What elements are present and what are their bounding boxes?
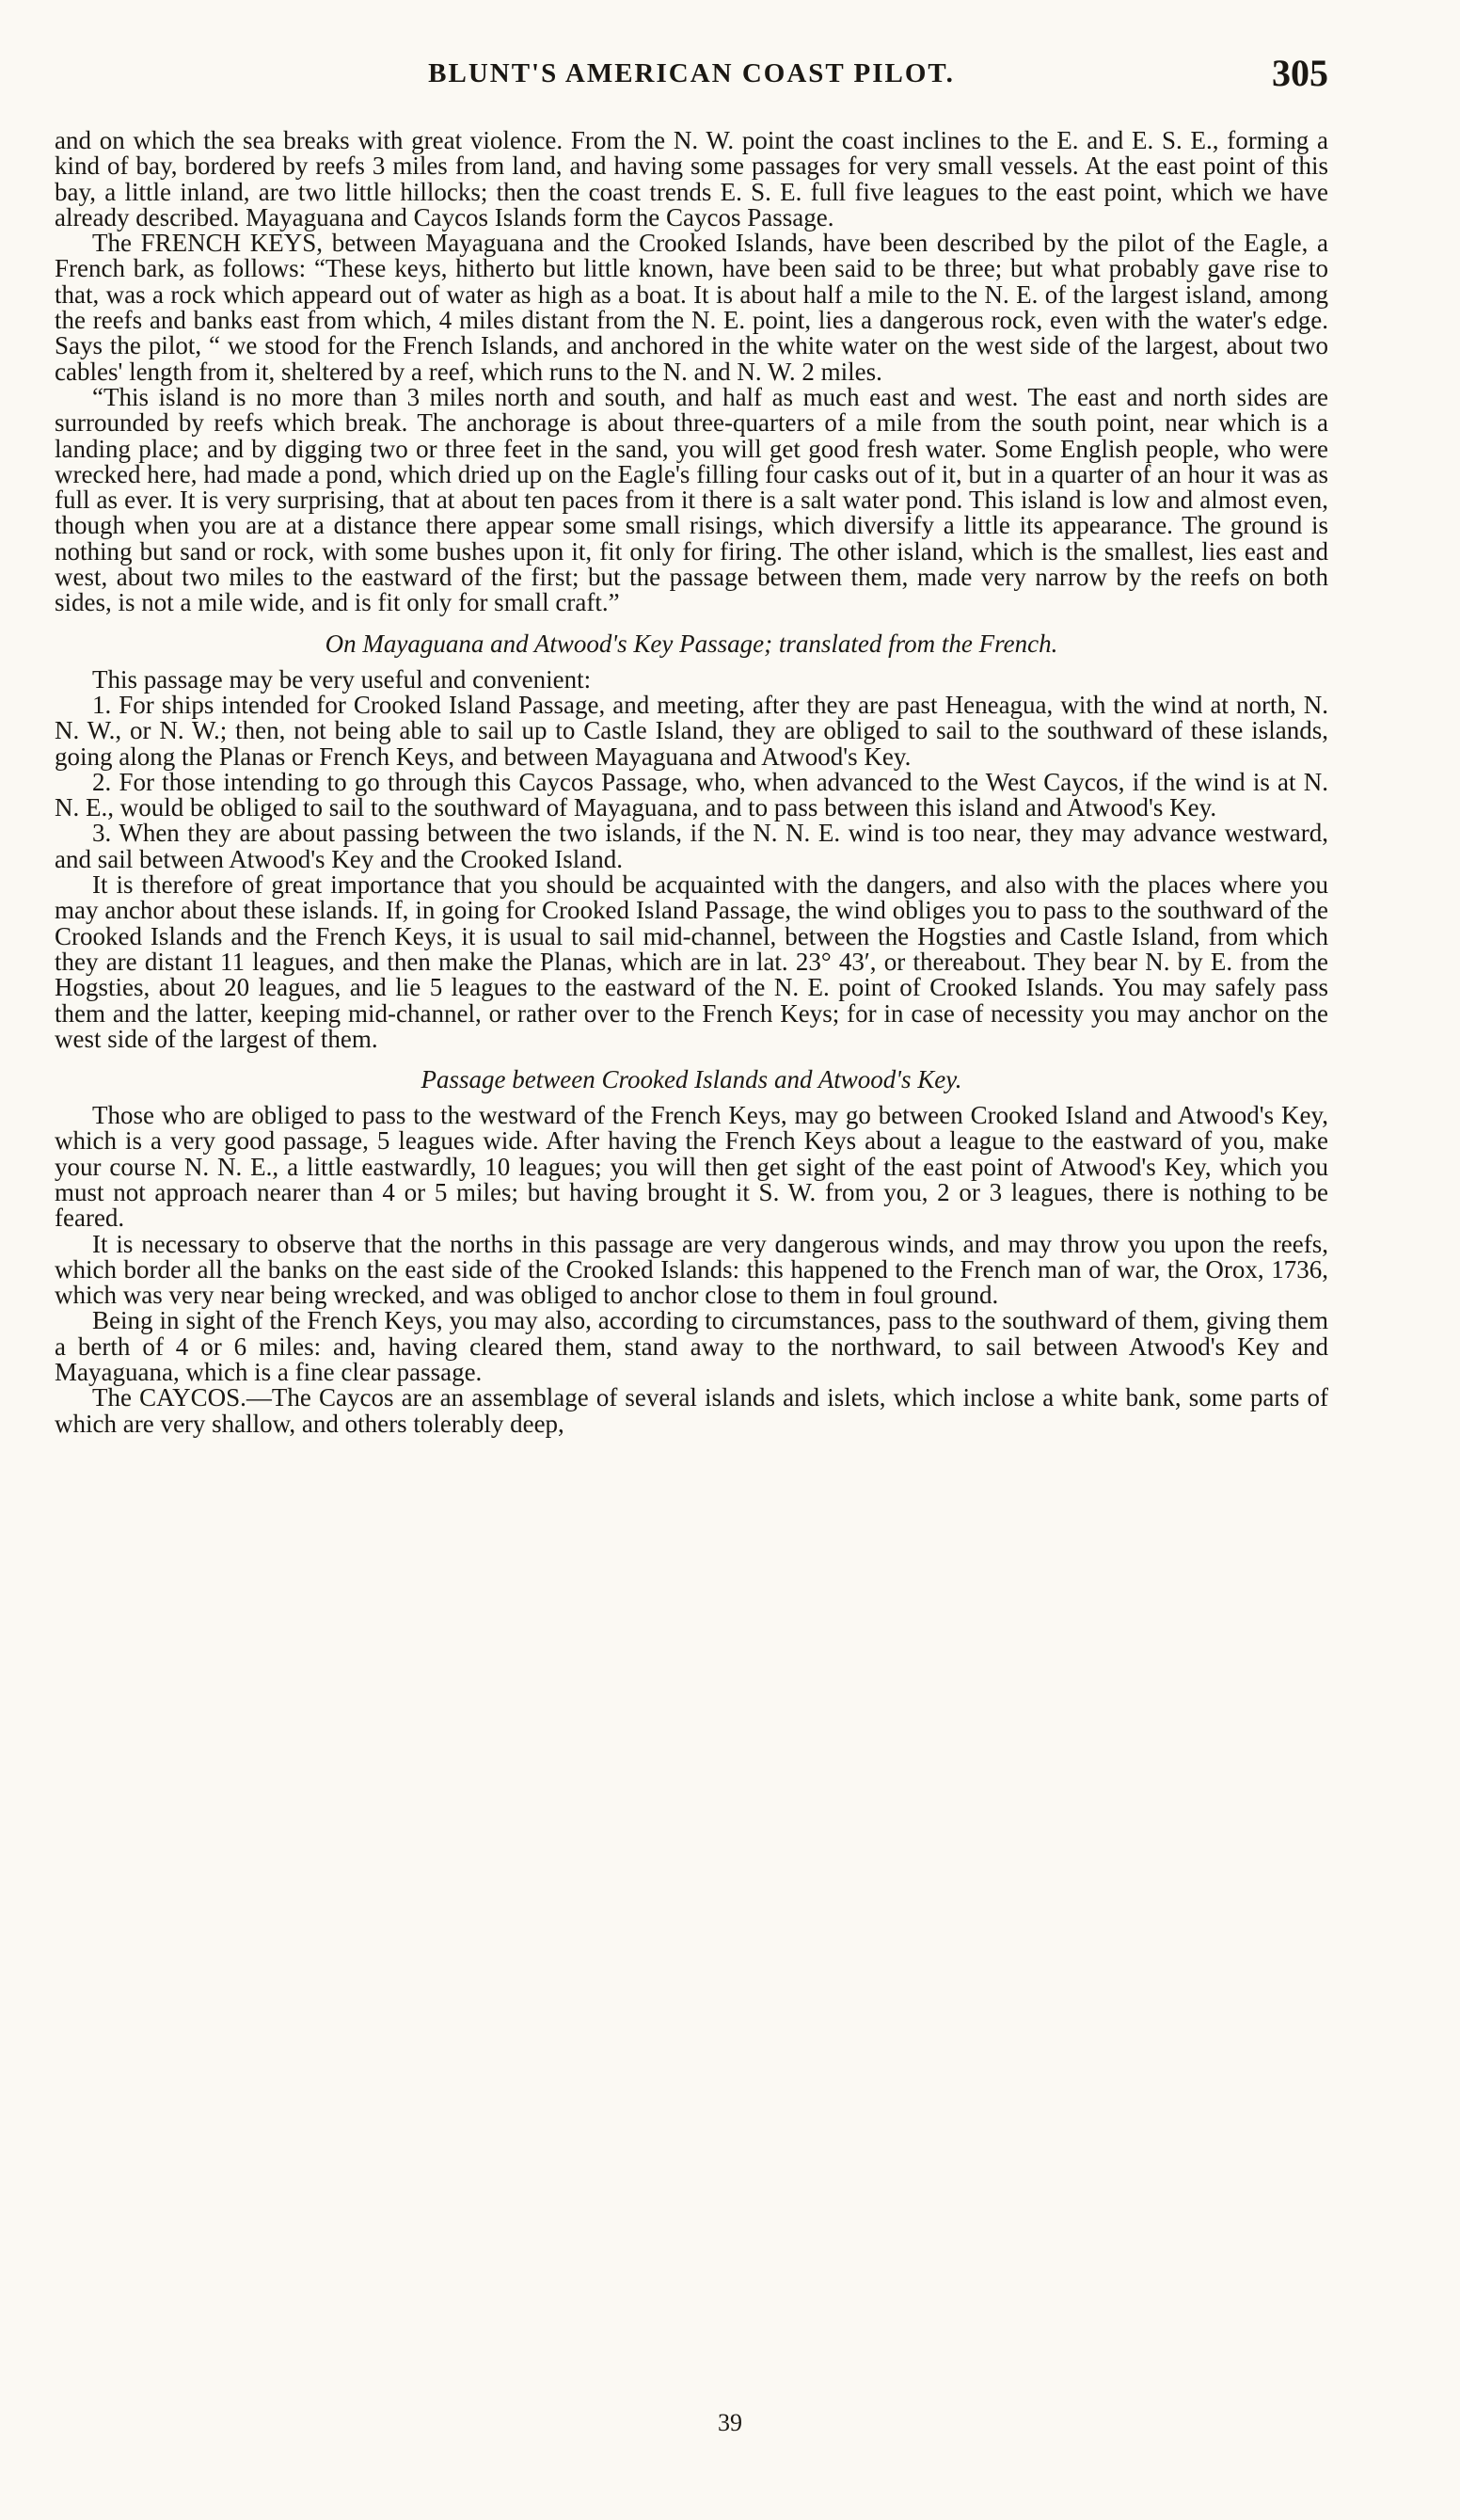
paragraph: Being in sight of the French Keys, you may also, according to circumstances, pass to the southward of them, giving them a berth of 4 or 6 miles: and, having cleared them, stand away to the northward, to sail between Atwood's Key and Mayaguana, which is a fine clear passage. [55, 1306, 1328, 1387]
page-number: 305 [1272, 52, 1328, 94]
paragraph: “This island is no more than 3 miles north and south, and half as much east and west. The east and north sides are surrounded by reefs which break. The anchorage is about three-quarters of a mile from the south point, near which is a landing place; and by digging two or three feet in the sand, you will get good fresh water. Some English people, who were wrecked here, had made a pond, which dried up on the Eagle's filling four casks out of it, but in a quarter of an hour it was as full as ever. It is very surprising, that at about ten paces from it there is a salt water pond. This island is low and almost even, though when you are at a distance there appear some small risings, which diversify a little its appearance. The ground is nothing but sand or rock, with some bushes upon it, fit only for firing. The other island, which is the smallest, lies east and west, about two miles to the eastward of the first; but the passage between them, made very narrow by the reefs on both sides, is not a mile wide, and is fit only for small craft.” [55, 382, 1328, 617]
paragraph: 2. For those intending to go through this Caycos Passage, who, when advanced to the West Caycos, if the wind is at N. N. E., would be obliged to sail to the southward of Mayaguana, and to pass between this island and Atwood's Key. [55, 767, 1328, 822]
section-heading: Passage between Crooked Islands and Atwood's Key. [421, 1065, 962, 1094]
paragraph: The FRENCH KEYS, between Mayaguana and the Crooked Islands, have been described by the pilot of the Eagle, a French bark, as follows: “These keys, hitherto but little known, have been said to be three; but what probably gave rise to that, was a rock which appeard out of water as high as a boat. It is about half a mile to the N. E. of the largest island, among the reefs and banks east from which, 4 miles distant from the N. E. point, lies a dangerous rock, even with the water's edge. Says the pilot, “ we stood for the French Islands, and anchored in the white water on the west side of the largest, about two cables' length from it, sheltered by a reef, which runs to the N. and N. W. 2 miles. [55, 229, 1328, 386]
paragraph: and on which the sea breaks with great violence. From the N. W. point the coast inclines to the E. and E. S. E., forming a kind of bay, bordered by reefs 3 miles from land, and having some passages for very small vessels. At the east point of this bay, a little inland, are two little hillocks; then the coast trends E. S. E. full five leagues to the east point, which we have already described. Mayaguana and Caycos Islands form the Caycos Passage. [55, 126, 1328, 231]
running-title: BLUNT'S AMERICAN COAST PILOT. [428, 58, 955, 88]
paragraph: It is therefore of great importance that you should be acquainted with the dangers, and also with the places where you may anchor about these islands. If, in going for Crooked Island Passage, the wind obliges you to pass to the southward of the Crooked Islands and the French Keys, it is usual to sail mid-channel, between the Hogsties and Castle Island, from which they are distant 11 leagues, and then make the Planas, which are in lat. 23° 43′, or thereabout. They bear N. by E. from the Hogsties, about 20 leagues, and lie 5 leagues to the eastward of the N. E. point of Crooked Islands. You may safely pass them and the latter, keeping mid-channel, or rather over to the French Keys; for in case of necessity you may anchor on the west side of the largest of them. [55, 870, 1328, 1053]
section-heading: On Mayaguana and Atwood's Key Passage; translated from the French. [325, 629, 1058, 658]
paragraph: It is necessary to observe that the norths in this passage are very dangerous winds, and may throw you upon the reefs, which border all the banks on the east side of the Crooked Islands: this happened to the French man of war, the Orox, 1736, which was very near being wrecked, and was obliged to anchor close to them in foul ground. [55, 1229, 1328, 1310]
page-header [55, 49, 1328, 105]
paragraph: 3. When they are about passing between the two islands, if the N. N. E. wind is too near, they may advance westward, and sail between Atwood's Key and the Crooked Island. [55, 819, 1328, 873]
paragraph: Those who are obliged to pass to the westward of the French Keys, may go between Crooked Island and Atwood's Key, which is a very good passage, 5 leagues wide. After having the French Keys about a league to the eastward of you, make your course N. N. E., a little eastwardly, 10 leagues; you will then get sight of the east point of Atwood's Key, which you must not approach nearer than 4 or 5 miles; but having brought it S. W. from you, 2 or 3 leagues, there is nothing to be feared. [55, 1101, 1328, 1233]
signature-mark: 39 [718, 2409, 742, 2436]
paragraph: This passage may be very useful and convenient: [92, 664, 592, 694]
paragraph: 1. For ships intended for Crooked Island Passage, and meeting, after they are past Heneagua, with the wind at north, N. N. W., or N. W.; then, not being able to sail up to Castle Island, they are obliged to sail to the southward of these islands, going along the Planas or French Keys, and between Mayaguana and Atwood's Key. [55, 690, 1328, 771]
paragraph: The CAYCOS.—The Caycos are an assemblage of several islands and islets, which inclose a white bank, some parts of which are very shallow, and others tolerably deep, [55, 1383, 1328, 1438]
page-body [55, 128, 1328, 1437]
